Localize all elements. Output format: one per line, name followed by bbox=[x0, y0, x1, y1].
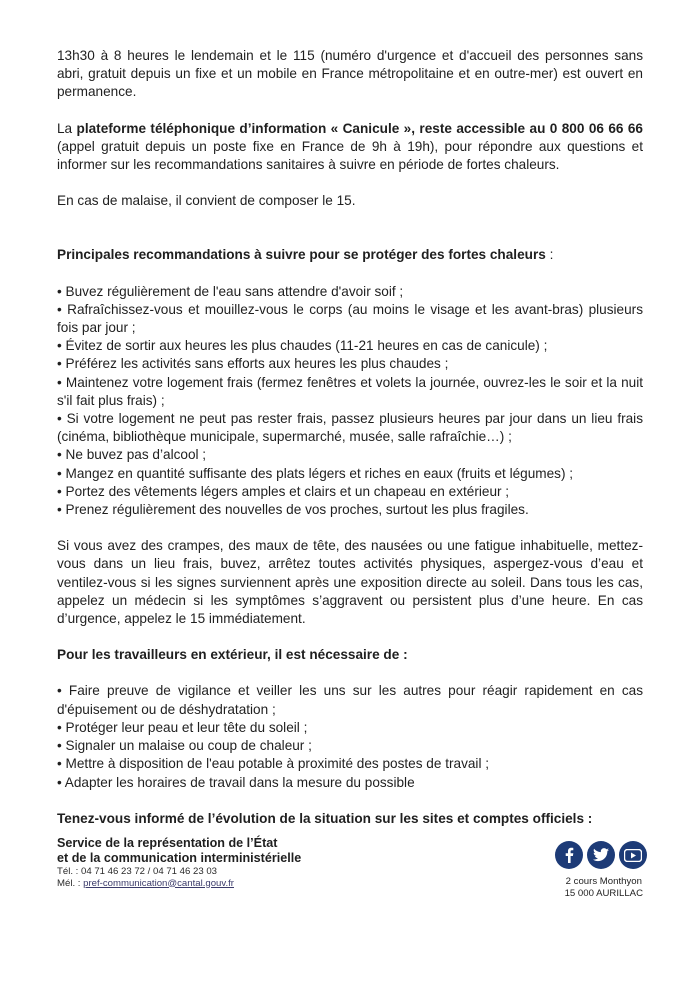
intro-paragraph-3: En cas de malaise, il convient de composer le 15. bbox=[57, 193, 356, 209]
travailleurs-heading-text: Pour les travailleurs en extérieur, il est nécessaire de : bbox=[57, 647, 408, 663]
recommandation-item: • Rafraîchissez-vous et mouillez-vous le corps (au moins le visage et les avant-bras) plusieurs fois par jour ; bbox=[57, 301, 643, 336]
facebook-icon[interactable] bbox=[555, 841, 583, 869]
recommandations-heading-suffix: : bbox=[545, 247, 554, 263]
footer-email-link[interactable]: pref-communication@cantal.gouv.fr bbox=[83, 877, 234, 889]
footer-phone: Tél. : 04 71 46 23 72 / 04 71 46 23 03 bbox=[57, 866, 218, 877]
recommandation-item: • Prenez régulièrement des nouvelles de vos proches, surtout les plus fragiles. bbox=[57, 502, 529, 518]
footer-email-line bbox=[57, 878, 647, 890]
intro-p2-prefix: La bbox=[57, 120, 77, 136]
intro-paragraph-2 bbox=[57, 120, 643, 175]
footer bbox=[57, 836, 647, 906]
recommandation-item: • Si votre logement ne peut pas rester frais, passez plusieurs heures par jour dans un lieu frais (cinéma, bibliothèque municipale, supermarché, musée, salle rafraîchie…) ; bbox=[57, 411, 643, 445]
travailleurs-item: • Adapter les horaires de travail dans la mesure du possible bbox=[57, 774, 415, 790]
youtube-icon[interactable] bbox=[619, 841, 647, 869]
footer-address bbox=[565, 876, 643, 899]
symptomes-paragraph: Si vous avez des crampes, des maux de tête, des nausées ou une fatigue inhabituelle, mettez-vous dans un lieu frais, buvez, arrêtez toutes activités physiques, aspergez-vous d’eau et ventilez-vous si les signes surviennent après une exposition directe au soleil. Dans tous les cas, appelez un médecin si les symptômes s’aggravent ou persistent plus d’une heure. En cas d’urgence, appelez le 15 immédiatement. bbox=[57, 538, 643, 627]
footer-org-line-2: et de la communication interministérielle bbox=[57, 851, 302, 865]
travailleurs-item: • Mettre à disposition de l'eau potable à proximité des postes de travail ; bbox=[57, 756, 490, 772]
recommandation-item: • Buvez régulièrement de l'eau sans attendre d'avoir soif ; bbox=[57, 283, 404, 299]
recommandation-item: • Ne buvez pas d’alcool ; bbox=[57, 447, 207, 463]
closing-heading bbox=[57, 810, 643, 828]
footer-email-label: Mél. : bbox=[57, 877, 84, 889]
travailleurs-item: • Faire preuve de vigilance et veiller les uns sur les autres pour réagir rapidement en cas d'épuisement ou de déshydratation ; bbox=[57, 683, 643, 717]
footer-address-line-2: 15 000 AURILLAC bbox=[564, 887, 643, 899]
recommandation-item: • Portez des vêtements légers amples et clairs et un chapeau en extérieur ; bbox=[57, 483, 510, 499]
travailleurs-item: • Protéger leur peau et leur tête du soleil ; bbox=[57, 719, 308, 735]
closing-heading-text: Tenez-vous informé de l’évolution de la situation sur les sites et comptes officiels : bbox=[57, 810, 593, 826]
travailleurs-heading bbox=[57, 646, 643, 664]
intro-paragraph-1: 13h30 à 8 heures le lendemain et le 115 (numéro d'urgence et d'accueil des personnes sans abri, gratuit depuis un fixe et un mobile en France métropolitaine et en outre-mer) est ouvert en permanence. bbox=[57, 48, 643, 100]
twitter-icon[interactable] bbox=[587, 841, 615, 869]
recommandations-heading-text: Principales recommandations à suivre pour se protéger des fortes chaleurs bbox=[57, 247, 546, 263]
travailleurs-item: • Signaler un malaise ou coup de chaleur ; bbox=[57, 738, 312, 754]
recommandation-item: • Préférez les activités sans efforts aux heures les plus chaudes ; bbox=[57, 356, 449, 372]
recommandation-item: • Mangez en quantité suffisante des plats légers et riches en eaux (fruits et légumes) ; bbox=[57, 465, 574, 481]
social-links bbox=[555, 841, 647, 869]
footer-address-line-1: 2 cours Monthyon bbox=[565, 876, 642, 887]
canicule-hotline-text: plateforme téléphonique d’information « Canicule », reste accessible au 0 800 06 66 66 bbox=[76, 120, 643, 136]
intro-p2-rest: (appel gratuit depuis un poste fixe en France de 9h à 19h), pour répondre aux questions et informer sur les recommandations sanitaires à suivre en période de fortes chaleurs. bbox=[57, 138, 643, 173]
recommandation-item: • Évitez de sortir aux heures les plus chaudes (11-21 heures en cas de canicule) ; bbox=[57, 338, 548, 354]
recommandations-heading bbox=[57, 246, 643, 264]
document-body bbox=[57, 47, 643, 828]
recommandation-item: • Maintenez votre logement frais (fermez fenêtres et volets la journée, ouvrez-les le soir et la nuit s'il fait plus frais) ; bbox=[57, 374, 643, 408]
footer-org-line-1: Service de la représentation de l’État bbox=[57, 836, 278, 850]
